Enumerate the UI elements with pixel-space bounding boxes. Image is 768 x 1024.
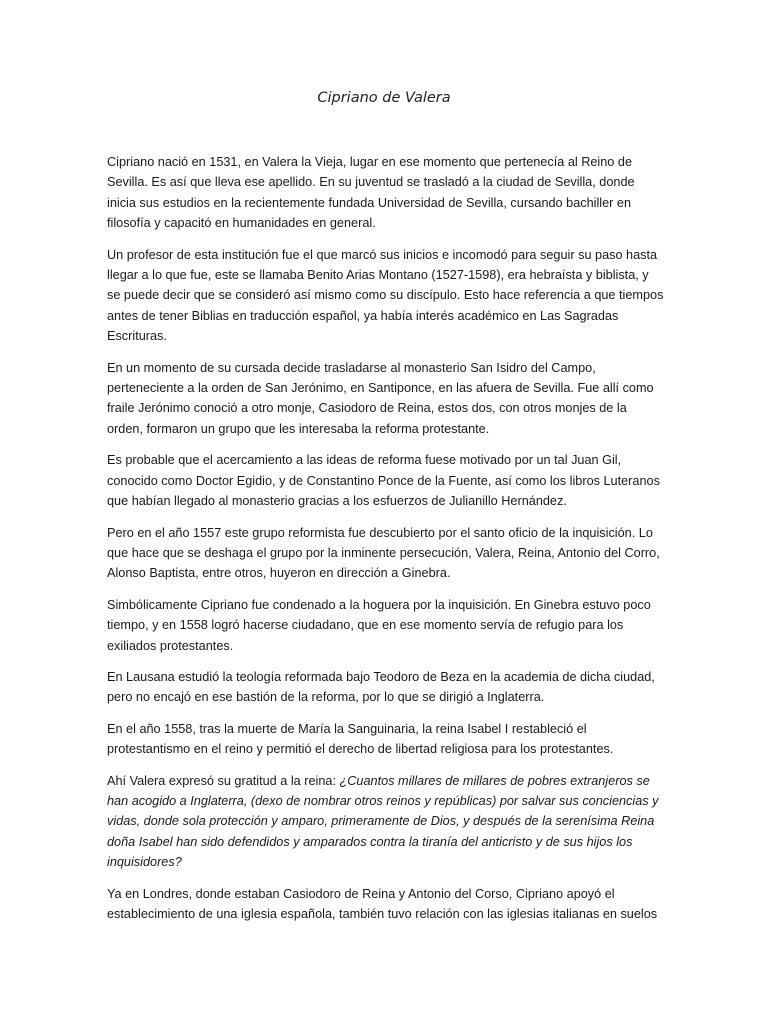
paragraph-6: Simbólicamente Cipriano fue condenado a la hoguera por la inquisición. En Ginebra estuvo poco tiempo, y en 1558 logró hacerse ciudadano, que en ese momento servía de refugio para los exiliados protestantes.: [107, 597, 651, 653]
paragraph-3: En un momento de su cursada decide trasladarse al monasterio San Isidro del Campo, perteneciente a la orden de San Jerónimo, en Santiponce, en las afuera de Sevilla. Fue allí como fraile Jerónimo conoció a otro monje, Casiodoro de Reina, estos dos, con otros monjes de la orden, formaron un grupo que les interesaba la reforma protestante.: [107, 360, 654, 436]
paragraph-last: Ya en Londres, donde estaban Casiodoro de Reina y Antonio del Corso, Cipriano apoyó el establecimiento de una iglesia española, también tuvo relación con las iglesias italianas en suelos: [107, 886, 658, 921]
paragraph-2: Un profesor de esta institución fue el que marcó sus inicios e incomodó para seguir su paso hasta llegar a lo que fue, este se llamaba Benito Arias Montano (1527-1598), era hebraísta y biblista, y se puede decir que se consideró así mismo como su discípulo. Esto hace referencia a que tiempos antes de tener Biblias en traducción español, ya había interés académico en Las Sagradas Escrituras.: [107, 247, 664, 344]
paragraph-quote: [107, 771, 664, 873]
paragraph-4: Es probable que el acercamiento a las ideas de reforma fuese motivado por un tal Juan Gil, conocido como Doctor Egidio, y de Constantino Ponce de la Fuente, así como los libros Luteranos que habían llegado al monasterio gracias a los esfuerzos de Julianillo Hernández.: [107, 453, 660, 509]
quote-intro: Ahí Valera expresó su gratitud a la reina:: [107, 773, 340, 788]
paragraph-5: Pero en el año 1557 este grupo reformista fue descubierto por el santo oficio de la inquisición. Lo que hace que se deshaga el grupo por la inminente persecución, Valera, Reina, Antonio del Corro, Alonso Baptista, entre otros, huyeron en dirección a Ginebra.: [107, 525, 660, 581]
paragraph-8: En el año 1558, tras la muerte de María la Sanguinaria, la reina Isabel I restableció el protestantismo en el reino y permitió el derecho de libertad religiosa para los protestantes.: [107, 721, 614, 757]
queen-quote: ¿Cuantos millares de millares de pobres extranjeros se han acogido a Inglaterra, (dexo de nombrar otros reinos y repúblicas) por salvar sus conciencias y vidas, donde sola protección y amparo, primeramente de Dios, y después de la serenísima Reina doña Isabel han sido defendidos y amparados contra la tiranía del anticristo y de sus hijos los inquisidores?: [107, 773, 659, 870]
document-body: [107, 152, 664, 935]
document-title: Cipriano de Valera: [317, 90, 451, 106]
paragraph-7: En Lausana estudió la teología reformada bajo Teodoro de Beza en la academia de dicha ciudad, pero no encajó en ese bastión de la reforma, por lo que se dirigió a Inglaterra.: [107, 669, 655, 705]
paragraph-1: Cipriano nació en 1531, en Valera la Vieja, lugar en ese momento que pertenecía al Reino de Sevilla. Es así que lleva ese apellido. En su juventud se trasladó a la ciudad de Sevilla, donde inicia sus estudios en la recientemente fundada Universidad de Sevilla, cursando bachiller en filosofía y capacitó en humanidades en general.: [107, 155, 635, 231]
